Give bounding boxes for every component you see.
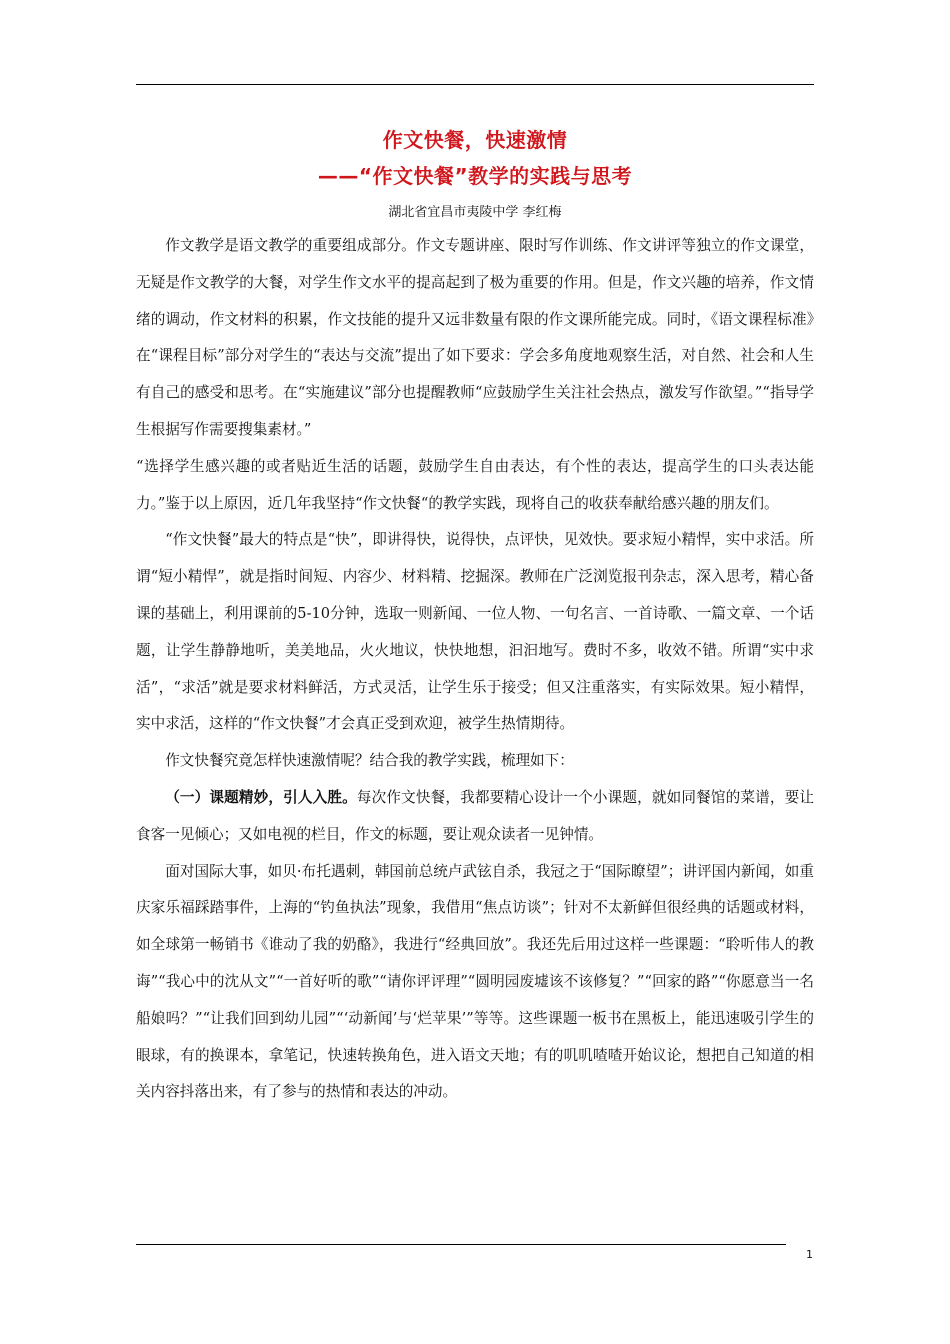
paragraph-3: “作文快餐”最大的特点是“快”，即讲得快，说得快，点评快，见效快。要求短小精悍，实中求活。所谓“短小精悍”，就是指时间短、内容少、材料精、挖掘深。教师在广泛浏览报刊杂志，深入思考，精心备课的基础上，利用课前的5-10分钟，选取一则新闻、一位人物、一句名言、一首诗歌、一篇文章、一个话题，让学生静静地听，美美地品，火火地议，快快地想，汩汩地写。费时不多，收效不错。所谓“实中求活”，“求活”就是要求材料鲜活，方式灵活，让学生乐于接受；但又注重落实，有实际效果。短小精悍，实中求活，这样的“作文快餐”才会真正受到欢迎，被学生热情期待。 [136, 531, 814, 733]
footer-rule [136, 1244, 786, 1245]
page-number: 1 [806, 1248, 813, 1261]
paragraph-6: 面对国际大事，如贝·布托遇刺，韩国前总统卢武铉自杀，我冠之于“国际瞭望”；讲评国内新闻，如重庆家乐福踩踏事件，上海的“钓鱼执法”现象，我借用“焦点访谈”；针对不太新鲜但很经典的话题或材料，如全球第一畅销书《谁动了我的奶酪》，我进行“经典回放”。我还先后用过这样一些课题：“聆听伟人的教诲”“我心中的沈从文”“一首好听的歌”“请你评评理”“圆明园废墟该不该修复？”“回家的路”“你愿意当一名船娘吗？”“让我们回到幼儿园”“‘动新闻’与‘烂苹果’”等等。这些课题一板书在黑板上，能迅速吸引学生的眼球，有的换课本，拿笔记，快速转换角色，进入语文天地；有的叽叽喳喳开始议论，想把自己知道的相关内容抖落出来，有了参与的热情和表达的冲动。 [136, 862, 814, 1101]
subtitle: ——“作文快餐”教学的实践与思考 [317, 164, 633, 188]
article-body [136, 228, 814, 1111]
paragraph-1: 作文教学是语文教学的重要组成部分。作文专题讲座、限时写作训练、作文讲评等独立的作文课堂，无疑是作文教学的大餐，对学生作文水平的提高起到了极为重要的作用。但是，作文兴趣的培养，作文情绪的调动，作文材料的积累，作文技能的提升又远非数量有限的作文课所能完成。同时，《语文课程标准》在“课程目标”部分对学生的“表达与交流”提出了如下要求：学会多角度地观察生活，对自然、社会和人生有自己的感受和思考。在“实施建议”部分也提醒教师“应鼓励学生关注社会热点，激发写作欲望。”“指导学生根据写作需要搜集素材。” [136, 237, 814, 438]
paragraph-5-text: 每次作文快餐，我都要精心设计一个小课题，就如同餐馆的菜谱，要让食客一见倾心；又如电视的栏目，作文的标题，要让观众读者一见钟情。 [136, 788, 814, 843]
paragraph-5 [136, 780, 814, 854]
paragraph-4: 作文快餐究竟怎样快速激情呢？结合我的教学实践，梳理如下： [165, 752, 574, 770]
header-rule [136, 84, 814, 85]
author-line: 湖北省宜昌市夷陵中学 李红梅 [388, 205, 562, 220]
paragraph-2: “选择学生感兴趣的或者贴近生活的话题，鼓励学生自由表达，有个性的表达，提高学生的口头表达能力。”鉴于以上原因，近几年我坚持“作文快餐“的教学实践，现将自己的收获奉献给感兴趣的朋友们。 [136, 457, 814, 512]
main-title: 作文快餐，快速激情 [382, 128, 568, 152]
section-heading: （一）课题精妙，引人入胜。 [165, 788, 357, 806]
